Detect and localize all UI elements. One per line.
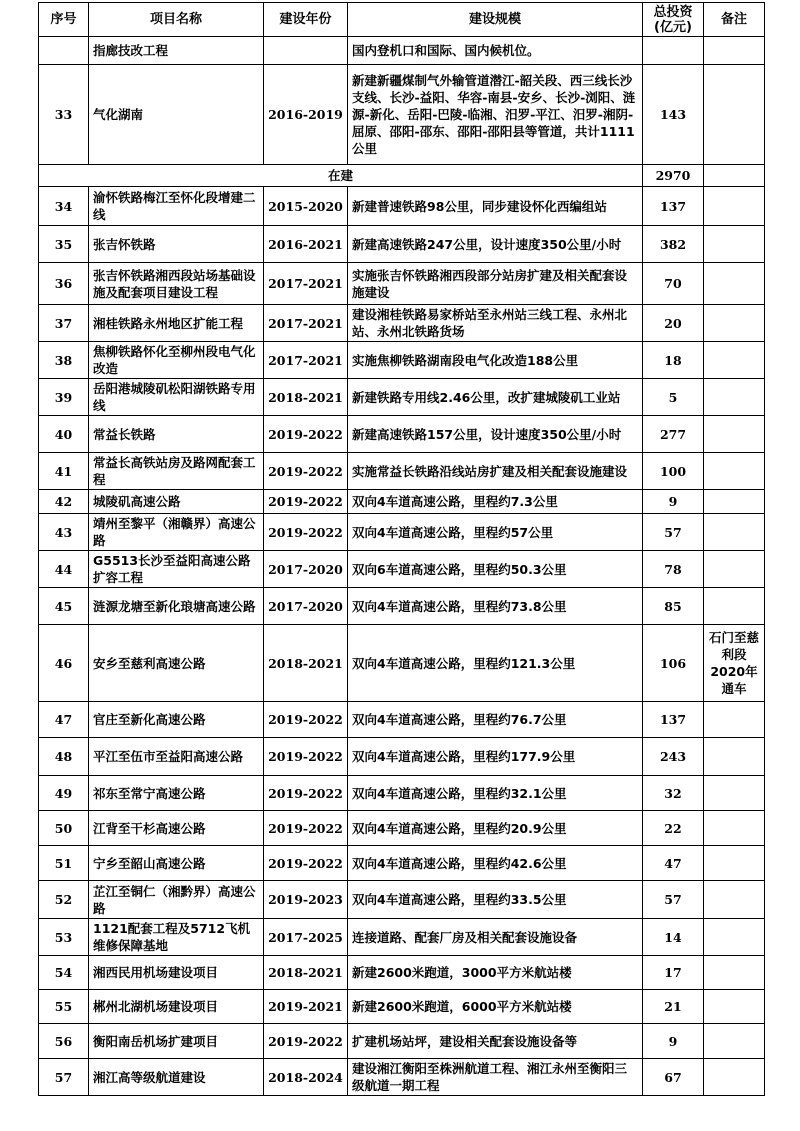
table-row xyxy=(39,416,765,453)
header-note: 备注 xyxy=(704,3,765,37)
project-name: 湘江高等级航道建设 xyxy=(89,1059,264,1096)
project-years: 2018-2021 xyxy=(264,379,348,416)
project-index: 45 xyxy=(39,588,89,625)
project-note xyxy=(704,187,765,226)
project-index: 47 xyxy=(39,702,89,738)
project-name: 岳阳港城陵矶松阳湖铁路专用线 xyxy=(89,379,264,416)
project-index: 57 xyxy=(39,1059,89,1096)
project-scale: 双向4车道高速公路，里程约32.1公里 xyxy=(348,776,643,811)
project-scale: 新建普速铁路98公里，同步建设怀化西编组站 xyxy=(348,187,643,226)
project-scale: 实施张吉怀铁路湘西段部分站房扩建及相关配套设施建设 xyxy=(348,263,643,305)
project-scale: 双向4车道高速公路，里程约76.7公里 xyxy=(348,702,643,738)
table-row xyxy=(39,588,765,625)
project-note xyxy=(704,956,765,990)
project-index: 55 xyxy=(39,990,89,1024)
project-invest: 18 xyxy=(643,342,704,379)
project-invest: 21 xyxy=(643,990,704,1024)
project-scale: 国内登机口和国际、国内候机位。 xyxy=(348,37,643,65)
project-index: 51 xyxy=(39,846,89,881)
header-name: 项目名称 xyxy=(89,3,264,37)
project-years: 2019-2022 xyxy=(264,453,348,490)
project-note xyxy=(704,811,765,846)
project-invest: 137 xyxy=(643,187,704,226)
project-name: 焦柳铁路怀化至柳州段电气化改造 xyxy=(89,342,264,379)
project-years: 2015-2020 xyxy=(264,187,348,226)
project-index: 44 xyxy=(39,551,89,588)
project-index: 42 xyxy=(39,490,89,514)
project-name: 气化湖南 xyxy=(89,65,264,165)
project-name: 湘西民用机场建设项目 xyxy=(89,956,264,990)
project-scale: 新建高速铁路247公里，设计速度350公里/小时 xyxy=(348,226,643,263)
project-invest: 85 xyxy=(643,588,704,625)
project-invest: 277 xyxy=(643,416,704,453)
table-row xyxy=(39,776,765,811)
project-name: 涟源龙塘至新化琅塘高速公路 xyxy=(89,588,264,625)
project-name: 郴州北湖机场建设项目 xyxy=(89,990,264,1024)
project-years: 2019-2023 xyxy=(264,881,348,919)
project-years: 2016-2019 xyxy=(264,65,348,165)
project-invest: 9 xyxy=(643,1024,704,1059)
project-index: 40 xyxy=(39,416,89,453)
table-row xyxy=(39,551,765,588)
project-invest: 20 xyxy=(643,305,704,342)
project-name: 芷江至铜仁（湘黔界）高速公路 xyxy=(89,881,264,919)
project-note xyxy=(704,919,765,956)
project-years: 2016-2021 xyxy=(264,226,348,263)
project-invest: 78 xyxy=(643,551,704,588)
project-note xyxy=(704,342,765,379)
table-row xyxy=(39,187,765,226)
project-years: 2019-2022 xyxy=(264,514,348,551)
table-row xyxy=(39,305,765,342)
project-note xyxy=(704,453,765,490)
project-years: 2019-2022 xyxy=(264,738,348,776)
project-scale: 新建高速铁路157公里，设计速度350公里/小时 xyxy=(348,416,643,453)
table-row xyxy=(39,490,765,514)
table-row xyxy=(39,453,765,490)
project-index: 39 xyxy=(39,379,89,416)
project-note xyxy=(704,990,765,1024)
project-name: 张吉怀铁路 xyxy=(89,226,264,263)
project-note xyxy=(704,846,765,881)
project-name: 渝怀铁路梅江至怀化段增建二线 xyxy=(89,187,264,226)
project-years: 2017-2021 xyxy=(264,305,348,342)
project-invest: 47 xyxy=(643,846,704,881)
table-row xyxy=(39,226,765,263)
project-years: 2017-2021 xyxy=(264,342,348,379)
section-invest: 2970 xyxy=(643,165,704,187)
project-name: 安乡至慈利高速公路 xyxy=(89,625,264,702)
table-row xyxy=(39,811,765,846)
project-invest: 143 xyxy=(643,65,704,165)
project-note xyxy=(704,305,765,342)
table-row xyxy=(39,37,765,65)
project-invest: 382 xyxy=(643,226,704,263)
project-invest: 106 xyxy=(643,625,704,702)
project-index: 53 xyxy=(39,919,89,956)
project-invest: 17 xyxy=(643,956,704,990)
project-note xyxy=(704,226,765,263)
project-years: 2019-2022 xyxy=(264,490,348,514)
project-years: 2017-2021 xyxy=(264,263,348,305)
project-index: 49 xyxy=(39,776,89,811)
project-scale: 双向4车道高速公路，里程约42.6公里 xyxy=(348,846,643,881)
table-row xyxy=(39,1059,765,1096)
project-scale: 双向4车道高速公路，里程约7.3公里 xyxy=(348,490,643,514)
table-row xyxy=(39,625,765,702)
project-invest: 243 xyxy=(643,738,704,776)
project-scale: 实施常益长铁路沿线站房扩建及相关配套设施建设 xyxy=(348,453,643,490)
project-name: 平江至伍市至益阳高速公路 xyxy=(89,738,264,776)
project-invest: 32 xyxy=(643,776,704,811)
project-scale: 新建新疆煤制气外输管道潜江-韶关段、西三线长沙支线、长沙-益阳、华容-南县-安乡、长沙-浏阳、涟源-新化、岳阳-巴陵-临湘、汨罗-平江、汨罗-湘阴-屈原、邵阳-邵东、邵阳-邵阳县等管道，共计1111公里 xyxy=(348,65,643,165)
project-name: 1121配套工程及5712飞机维修保障基地 xyxy=(89,919,264,956)
project-name: 指廊技改工程 xyxy=(89,37,264,65)
project-note xyxy=(704,416,765,453)
project-invest: 57 xyxy=(643,881,704,919)
project-index: 54 xyxy=(39,956,89,990)
project-scale: 双向4车道高速公路，里程约121.3公里 xyxy=(348,625,643,702)
project-invest: 14 xyxy=(643,919,704,956)
table-row xyxy=(39,263,765,305)
table-row xyxy=(39,846,765,881)
project-rows xyxy=(39,187,765,1096)
table-row xyxy=(39,738,765,776)
project-name: 常益长高铁站房及路网配套工程 xyxy=(89,453,264,490)
project-years: 2019-2022 xyxy=(264,416,348,453)
project-invest: 70 xyxy=(643,263,704,305)
project-years: 2019-2022 xyxy=(264,811,348,846)
project-table xyxy=(38,2,765,1096)
table-row xyxy=(39,1024,765,1059)
project-scale: 新建铁路专用线2.46公里，改扩建城陵矶工业站 xyxy=(348,379,643,416)
table-row xyxy=(39,65,765,165)
project-note xyxy=(704,551,765,588)
project-scale: 新建2600米跑道，6000平方米航站楼 xyxy=(348,990,643,1024)
project-invest: 5 xyxy=(643,379,704,416)
project-index: 35 xyxy=(39,226,89,263)
project-name: 祁东至常宁高速公路 xyxy=(89,776,264,811)
project-note xyxy=(704,1024,765,1059)
project-years: 2019-2022 xyxy=(264,702,348,738)
project-note xyxy=(704,881,765,919)
project-name: 靖州至黎平（湘赣界）高速公路 xyxy=(89,514,264,551)
project-years: 2019-2021 xyxy=(264,990,348,1024)
project-invest: 57 xyxy=(643,514,704,551)
project-years: 2019-2022 xyxy=(264,846,348,881)
project-invest: 9 xyxy=(643,490,704,514)
table-header-row xyxy=(39,3,765,37)
project-invest: 67 xyxy=(643,1059,704,1096)
project-name: 常益长铁路 xyxy=(89,416,264,453)
project-name: 官庄至新化高速公路 xyxy=(89,702,264,738)
project-note xyxy=(704,702,765,738)
table-row xyxy=(39,956,765,990)
project-note xyxy=(704,263,765,305)
header-years: 建设年份 xyxy=(264,3,348,37)
project-scale: 建设湘江衡阳至株洲航道工程、湘江永州至衡阳三级航道一期工程 xyxy=(348,1059,643,1096)
project-index: 33 xyxy=(39,65,89,165)
project-scale: 扩建机场站坪，建设相关配套设施设备等 xyxy=(348,1024,643,1059)
project-scale: 双向4车道高速公路，里程约73.8公里 xyxy=(348,588,643,625)
project-index: 56 xyxy=(39,1024,89,1059)
project-years: 2017-2020 xyxy=(264,551,348,588)
project-scale: 双向4车道高速公路，里程约20.9公里 xyxy=(348,811,643,846)
project-name: 衡阳南岳机场扩建项目 xyxy=(89,1024,264,1059)
project-scale: 双向4车道高速公路，里程约33.5公里 xyxy=(348,881,643,919)
project-note xyxy=(704,776,765,811)
table-row xyxy=(39,342,765,379)
project-index: 46 xyxy=(39,625,89,702)
project-name: 城陵矶高速公路 xyxy=(89,490,264,514)
project-scale: 新建2600米跑道，3000平方米航站楼 xyxy=(348,956,643,990)
project-index: 48 xyxy=(39,738,89,776)
project-name: G5513长沙至益阳高速公路扩容工程 xyxy=(89,551,264,588)
project-invest: 137 xyxy=(643,702,704,738)
project-note xyxy=(704,588,765,625)
table-row xyxy=(39,379,765,416)
project-scale: 连接道路、配套厂房及相关配套设施设备 xyxy=(348,919,643,956)
header-invest: 总投资 (亿元) xyxy=(643,3,704,37)
project-years: 2018-2021 xyxy=(264,956,348,990)
project-index: 50 xyxy=(39,811,89,846)
project-index: 43 xyxy=(39,514,89,551)
project-note xyxy=(704,379,765,416)
header-scale: 建设规模 xyxy=(348,3,643,37)
project-index: 36 xyxy=(39,263,89,305)
section-row xyxy=(39,165,765,187)
project-index: 34 xyxy=(39,187,89,226)
project-scale: 建设湘桂铁路易家桥站至永州站三线工程、永州北站、永州北铁路货场 xyxy=(348,305,643,342)
project-years: 2017-2025 xyxy=(264,919,348,956)
header-index: 序号 xyxy=(39,3,89,37)
project-note xyxy=(704,490,765,514)
table-row xyxy=(39,990,765,1024)
section-label: 在建 xyxy=(39,165,643,187)
project-name: 张吉怀铁路湘西段站场基础设施及配套项目建设工程 xyxy=(89,263,264,305)
project-name: 江背至干杉高速公路 xyxy=(89,811,264,846)
project-years: 2018-2024 xyxy=(264,1059,348,1096)
project-name: 宁乡至韶山高速公路 xyxy=(89,846,264,881)
project-index: 52 xyxy=(39,881,89,919)
project-years: 2019-2022 xyxy=(264,776,348,811)
project-years: 2018-2021 xyxy=(264,625,348,702)
project-scale: 双向6车道高速公路，里程约50.3公里 xyxy=(348,551,643,588)
table-row xyxy=(39,514,765,551)
project-scale: 双向4车道高速公路，里程约57公里 xyxy=(348,514,643,551)
table-row xyxy=(39,881,765,919)
project-scale: 实施焦柳铁路湖南段电气化改造188公里 xyxy=(348,342,643,379)
project-invest: 100 xyxy=(643,453,704,490)
project-index: 38 xyxy=(39,342,89,379)
project-note xyxy=(704,1059,765,1096)
project-years: 2017-2020 xyxy=(264,588,348,625)
table-row xyxy=(39,919,765,956)
project-index: 41 xyxy=(39,453,89,490)
project-note: 石门至慈利段2020年通车 xyxy=(704,625,765,702)
project-name: 湘桂铁路永州地区扩能工程 xyxy=(89,305,264,342)
project-scale: 双向4车道高速公路，里程约177.9公里 xyxy=(348,738,643,776)
project-note xyxy=(704,514,765,551)
project-years: 2019-2022 xyxy=(264,1024,348,1059)
project-invest: 22 xyxy=(643,811,704,846)
project-note xyxy=(704,738,765,776)
project-index: 37 xyxy=(39,305,89,342)
table-row xyxy=(39,702,765,738)
